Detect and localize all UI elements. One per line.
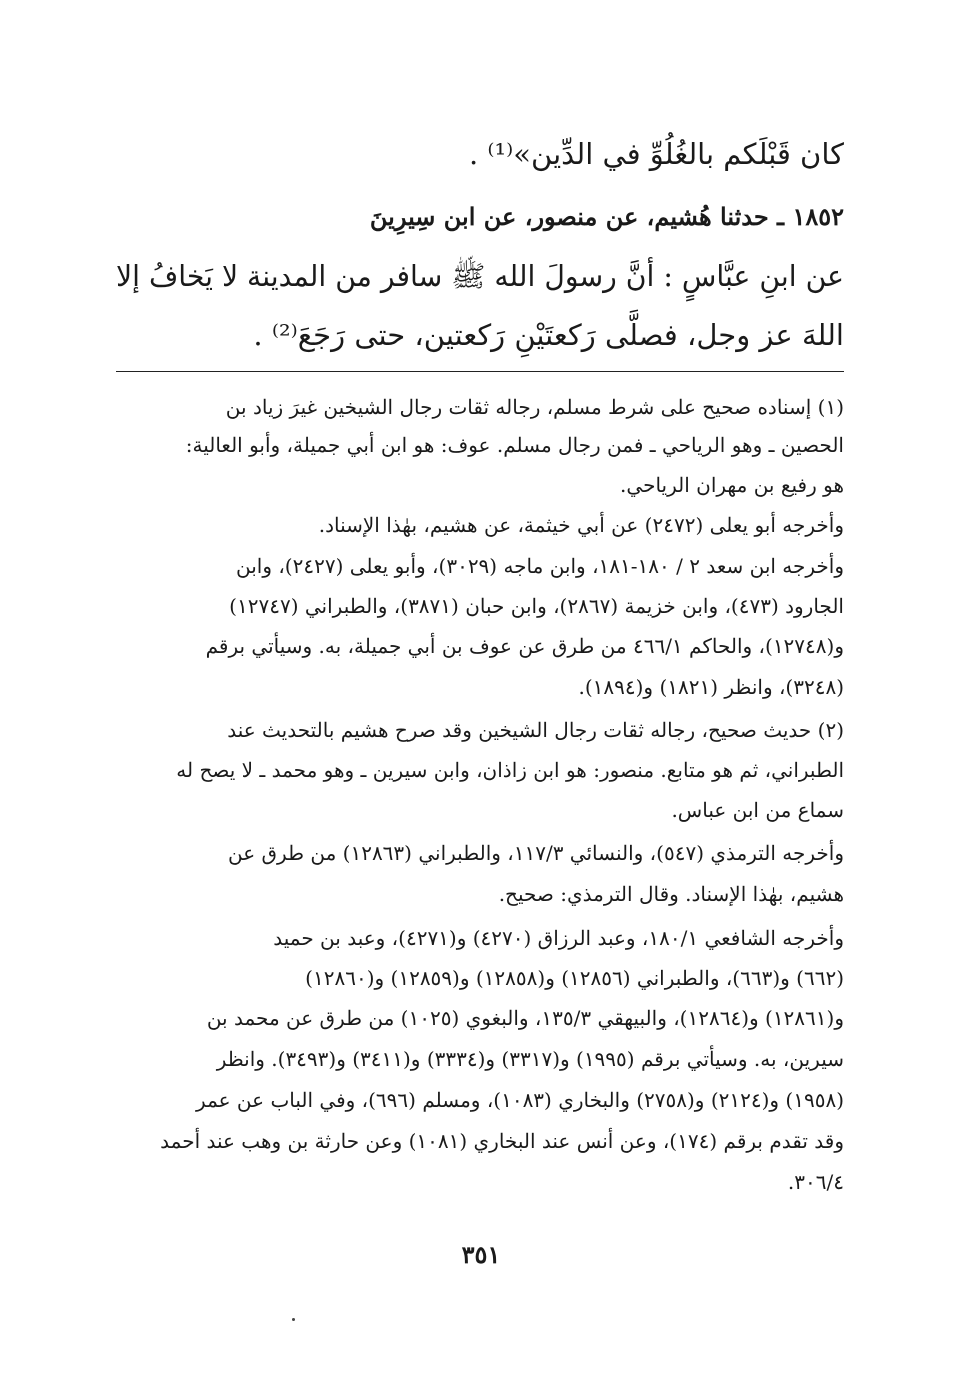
footnote-line: الحصين ـ وهو الرياحي ـ فمن رجال مسلم. عوف: هو ابن أبي جميلة، وأبو العالية: (185, 433, 844, 457)
hadith-narrator-chain: ١٨٥٢ ـ حدثنا هُشيم، عن منصور، عن ابن سِيرِينَ (369, 202, 844, 231)
footnote-separator-rule (116, 371, 844, 372)
footnote-line: و(١٢٧٤٨)، والحاكم ٤٦٦/١ من طرق عن عوف بن أبي جميلة، به. وسيأتي برقم (205, 634, 844, 658)
footnote-line: وأخرجه الترمذي (٥٤٧)، والنسائي ١١٧/٣، والطبراني (١٢٨٦٣) من طرق عن (228, 841, 844, 865)
footnote-line: (١) إسناده صحيح على شرط مسلم، رجاله ثقات رجال الشيخين غيرَ زياد بن (225, 395, 844, 419)
hadith-text-line: عن ابنِ عبَّاسٍ : أنَّ رسولَ الله ﷺ سافر من المدينة لا يَخافُ إلا (116, 259, 844, 293)
footnote-line: و(١٢٨٦١) و(١٢٨٦٤)، والبيهقي ١٣٥/٣، والبغوي (١٠٢٥) من طرق عن محمد بن (206, 1006, 844, 1030)
footnote-line: وأخرجه الشافعي ١٨٠/١، وعبد الرزاق (٤٢٧٠) و(٤٢٧١)، وعبد بن حميد (273, 926, 844, 950)
footnote-line: (٢) حديث صحيح، رجاله ثقات رجال الشيخين وقد صرح هشيم بالتحديث عند (227, 718, 844, 742)
footnote-line: وقد تقدم برقم (١٧٤)، وعن أنس عند البخاري (١٠٨١) وعن حارثة بن وهب عند أحمد (160, 1129, 844, 1153)
footnote-line: ٣٠٦/٤. (787, 1170, 844, 1194)
footnote-line: سيرين، به. وسيأتي برقم (١٩٩٥) و(٣٣١٧) و(٣٣٣٤) و(٣٤١١) و(٣٤٩٣). وانظر (216, 1047, 844, 1071)
footnote-line: (٣٢٤٨)، وانظر (١٨٢١) و(١٨٩٤). (578, 675, 844, 699)
footnote-line: (١٩٥٨) و(٢١٢٤) و(٢٧٥٨) والبخاري (١٠٨٣)، ومسلم (٦٩٦)، وفي الباب عن عمر (196, 1088, 844, 1112)
hadith-text-line: اللهَ عز وجل، فصلَّى رَكعتَيْنِ رَكعتين، حتى رَجَعَ⁽²⁾ . (253, 318, 844, 352)
footnote-line: هو رفيع بن مهران الرياحي. (620, 473, 844, 497)
footnote-line: وأخرجه أبو يعلى (٢٤٧٢) عن أبي خيثمة، عن هشيم، بهٰذا الإسناد. (318, 513, 844, 537)
hadith-continuation-line: كان قَبْلَكم بالغُلُوِّ في الدِّين»⁽¹⁾ . (468, 137, 844, 171)
footnote-line: الجارود (٤٧٣)، وابن خزيمة (٢٨٦٧)، وابن حبان (٣٨٧١)، والطبراني (١٢٧٤٧) (229, 594, 844, 618)
page-number: ٣٥١ (461, 1240, 501, 1269)
footnote-line: هشيم، بهٰذا الإسناد. وقال الترمذي: صحيح. (498, 882, 844, 906)
footnote-line: الطبراني، ثم هو متابع. منصور: هو ابن زاذان، وابن سيرين ـ وهو محمد ـ لا يصح له (176, 758, 844, 782)
scan-speck (292, 1318, 295, 1321)
footnote-line: سماع من ابن عباس. (671, 798, 844, 822)
footnote-line: وأخرجه ابن سعد ٢ / ١٨٠-١٨١، وابن ماجه (٣٠٢٩)، وأبو يعلى (٢٤٢٧)، وابن (235, 554, 844, 578)
footnote-line: (٦٦٢) و(٦٦٣)، والطبراني (١٢٨٥٦) و(١٢٨٥٨) و(١٢٨٥٩) و(١٢٨٦٠) (305, 966, 844, 990)
